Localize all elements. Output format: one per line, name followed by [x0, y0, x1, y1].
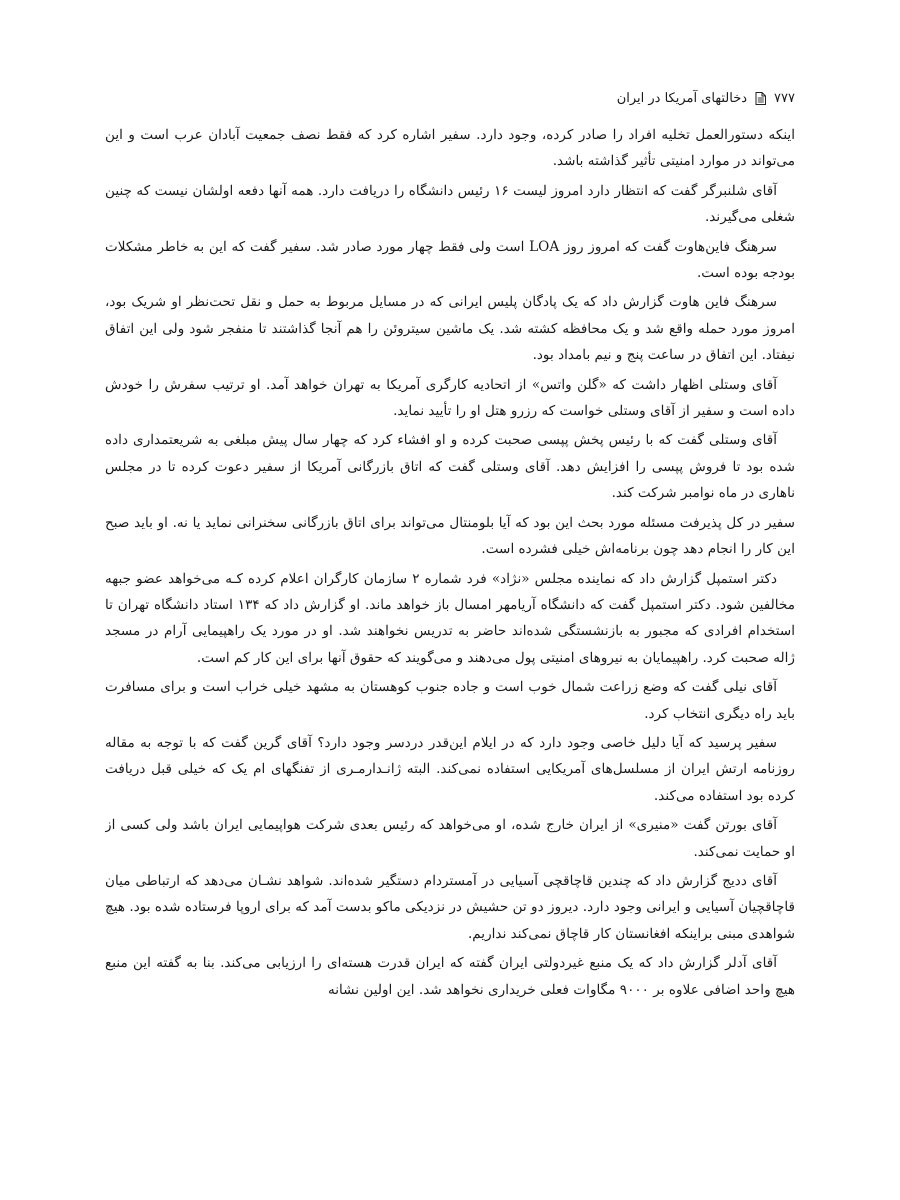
paragraph: آقای شلنبرگر گفت که انتظار دارد امروز لیست ۱۶ رئیس دانشگاه را دریافت دارد. همه آنها دفعه اولشان نیست که چنین شغلی می‌گیرند.: [105, 182, 795, 226]
paragraph: اینکه دستورالعمل تخلیه افراد را صادر کرده، وجود دارد. سفیر اشاره کرد که فقط نصف جمعیت آبادان عرب است و این می‌تواند در موارد امنیتی تأثیر گذاشته باشد.: [105, 127, 795, 170]
paragraph: آقای آدلر گزارش داد که یک منبع غیردولتی ایران گفته که ایران قدرت هسته‌ای را ارزیابی می‌کند. بنا به گفته این منبع هیچ واحد اضافی علاوه بر ۹۰۰۰ مگاوات فعلی خریداری نخواهد شد. این اولین نشانه: [105, 955, 795, 998]
body-text: [105, 122, 795, 1003]
document-icon: [755, 92, 766, 105]
paragraph: دکتر استمپل گزارش داد که نماینده مجلس «نژاد» فرد شماره ۲ سازمان کارگران اعلام کرده کـه می‌خواهد عضو جبهه مخالفین شود. دکتر استمپل گفت که دانشگاه آریامهر امسال باز خواهد ماند. او گزارش داد که ۱۳۴ استاد دانشگاه تهران تا استخدام افرادی که مجبور به بازنشستگی شده‌اند حاضر به تدریس نخواهند شد. او در مورد یک راهپیمایی آرام در مسجد ژاله صحبت کرد. راهپیمایان به نیروهای امنیتی پول می‌دهند و می‌گویند که حقوق آنها برای این کار کم است.: [105, 570, 795, 666]
paragraph: سرهنگ فاین هاوت گزارش داد که یک پادگان پلیس ایرانی که در مسایل مربوط به حمل و نقل تحت‌نظر او شریک بود، امروز مورد حمله واقع شد و یک محافظه کشته شد. یک ماشین سیتروئن را هم آنجا گذاشتند تا منفجر شود ولی این اتفاق نیفتاد. این اتفاق در ساعت پنج و نیم بامداد بود.: [105, 294, 795, 364]
paragraph: آقای ددیج گزارش داد که چندین قاچاقچی آسیایی در آمستردام دستگیر شده‌اند. شواهد نشـان می‌دهد که ارتباطی میان قاچاقچیان آسیایی و ایرانی وجود دارد. دیروز دو تن حشیش در نزدیکی ماکو بدست آمد که برای اروپا فرستاده شده بود. هیچ شواهدی مبنی براینکه افغانستان کار قاچاق نمی‌کند نداریم.: [105, 872, 795, 942]
paragraph: آقای بورتن گفت «منیری» از ایران خارج شده، او می‌خواهد که رئیس بعدی شرکت هواپیمایی ایران باشد ولی کسی از او حمایت نمی‌کند.: [105, 817, 795, 860]
paragraph: آقای نیلی گفت که وضع زراعت شمال خوب است و جاده جنوب کوهستان به مشهد خیلی خراب است و برای مسافرت باید راه دیگری انتخاب کرد.: [105, 679, 795, 722]
page-number: ۷۷۷: [774, 90, 795, 106]
paragraph: سفیر پرسید که آیا دلیل خاصی وجود دارد که در ایلام این‌قدر دردسر وجود دارد؟ آقای گرین گفت که با توجه به مقاله روزنامه ارتش ایران از مسلسل‌های آمریکایی استفاده نمی‌کند. البته ژانـدارمـری از تفنگهای ام یک که خیلی قبل دریافت کرده بود استفاده می‌کند.: [105, 734, 795, 804]
paragraph: سرهنگ فاین‌هاوت گفت که امروز روز LOA است ولی فقط چهار مورد صادر شد. سفیر گفت که این به خاطر مشکلات بودجه بوده است.: [105, 238, 795, 282]
running-header: [105, 86, 795, 110]
running-header-title: دخالتهای آمریکا در ایران: [616, 90, 748, 106]
paragraph: آقای وستلی اظهار داشت که «گلن واتس» از اتحادیه کارگری آمریکا به تهران خواهد آمد. او ترتیب سفرش را خودش داده است و سفیر از آقای وستلی خواست که رزرو هتل او را تأیید نماید.: [105, 376, 795, 420]
paragraph: سفیر در کل پذیرفت مسئله مورد بحث این بود که آیا بلومنتال می‌تواند برای اتاق بازرگانی سخنرانی نماید یا نه. او باید صبح این کار را انجام دهد چون برنامه‌اش خیلی فشرده است.: [105, 514, 795, 558]
paragraph: آقای وستلی گفت که با رئیس پخش پپسی صحبت کرده و او افشاء کرد که چهار سال پیش مبلغی به شریعتمداری داده شده بود تا فروش پپسی را افزایش دهد. آقای وستلی گفت که اتاق بازرگانی آمریکا از سفیر دعوت کرده تا در مجلس ناهاری در ماه نوامبر شرکت کند.: [105, 432, 795, 502]
book-page: [105, 86, 795, 1166]
